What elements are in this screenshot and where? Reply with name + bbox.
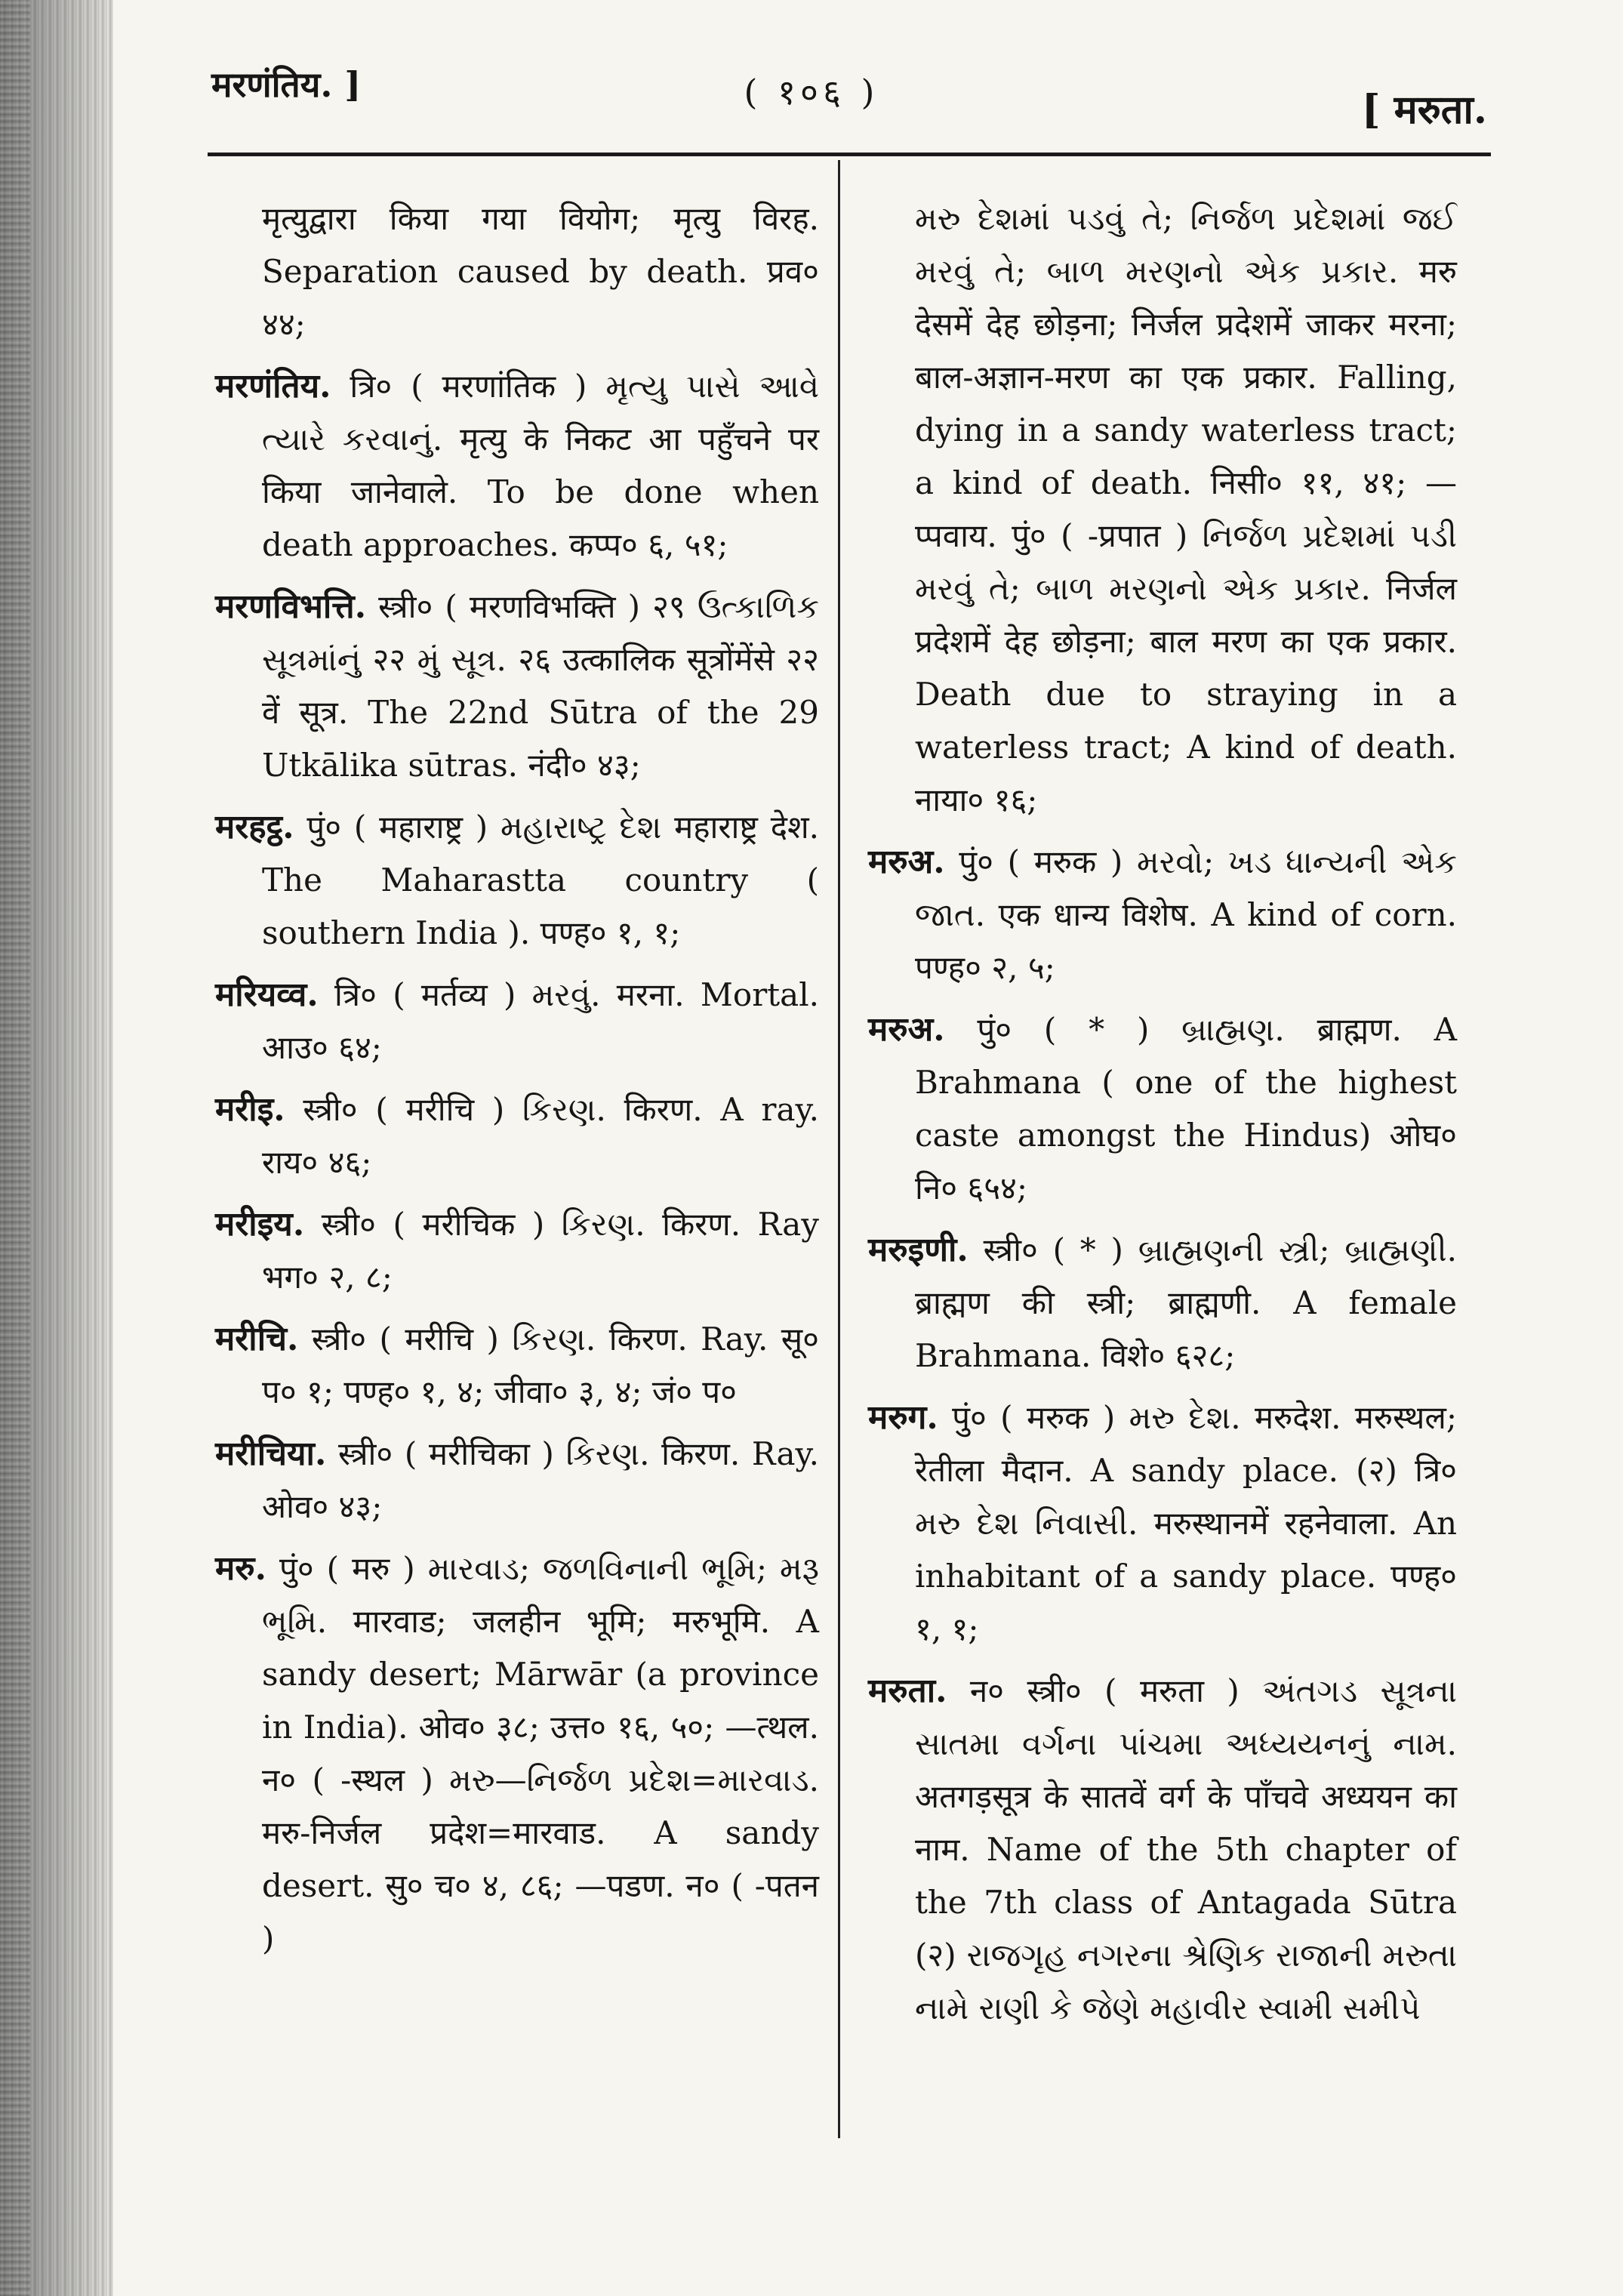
entry-text: स्त्री० ( * ) બ્રાહ્મણની સ્ત્રી; બ્રાહ્મણી. ब्राह्मण की स्त्री; ब्राह्मणी. A female Brahmana. विशे० ६२८; xyxy=(915,1231,1457,1374)
dictionary-entry xyxy=(215,801,819,960)
dictionary-entry xyxy=(868,1391,1457,1656)
right-column xyxy=(868,193,1457,2044)
dictionary-entry xyxy=(215,1428,819,1533)
dictionary-entry xyxy=(868,1003,1457,1215)
entry-text: मृत्युद्वारा किया गया वियोग; मृत्यु विरह. Separation caused by death. प्रव० ४४; xyxy=(262,200,819,343)
entry-headword: मरुअ. xyxy=(868,843,945,881)
dictionary-entry xyxy=(868,1224,1457,1382)
entry-text: स्त्री० ( मरीचि ) કિરણ. किरण. Ray. सू० प० १; पण्ह० १, ४; जीवा० ३, ४; जं० प० xyxy=(262,1321,819,1410)
header-first-word: मरणंतिय. ] xyxy=(211,64,362,105)
dictionary-entry xyxy=(215,1083,819,1189)
left-column xyxy=(215,193,819,1974)
dictionary-entry xyxy=(868,836,1457,994)
header-rule xyxy=(208,153,1491,156)
dictionary-entry xyxy=(868,193,1457,827)
entry-headword: मरणविभत्ति. xyxy=(215,587,367,626)
entry-text: पुं० ( मरु ) મારવાડ; જળવિનાની ભૂમિ; મરૂ ભૂમિ. मारवाड; जलहीन भूमि; मरुभूमि. A sandy desert; Mārwār (a province in India). ओव० ३८; उत्त० १६, ५०; —त्थल. न० ( -स्थल ) મરુ—નિર્જળ પ્રદેશ=મારવાડ. मरु-निर्जल प्रदेश=मारवाड. A sandy desert. सु० च० ४, ८६; —पडण. न० ( -पतन ) xyxy=(262,1550,819,1957)
entry-text: स्त्री० ( मरीचिक ) કિરણ. किरण. Ray भग० २, ८; xyxy=(262,1206,819,1296)
entry-text: पुं० ( मरुक ) મરવો; ખડ ધાન્યની એક જાત. एक धान्य विशेष. A kind of corn. पण्ह० २, ५; xyxy=(915,843,1457,986)
dictionary-entry xyxy=(868,1665,1457,2035)
entry-text: पुं० ( मरुक ) મરુ દેશ. मरुदेश. मरुस्थल; रेतीला मैदान. A sandy place. (२) त्रि० મરુ દેશ નિવાસી. मरुस्थानमें रहनेवाला. An inhabitant of a sandy place. पण्ह० १, १; xyxy=(915,1399,1457,1647)
entry-text: स्त्री० ( मरीचिका ) કિરણ. किरण. Ray. ओव० ४३; xyxy=(262,1435,819,1525)
entry-text: त्रि० ( मरणांतिक ) મૃત્યુ પાસે આવે ત્યારે કરવાનું. मृत्यु के निकट आ पहुँचने पर किया जानेवाले. To be done when death approaches. कप्प० ६, ५१; xyxy=(262,368,819,563)
book-binding-edge xyxy=(0,0,113,2296)
dictionary-entry xyxy=(215,360,819,572)
entry-headword: मरीचिया. xyxy=(215,1435,327,1473)
dictionary-entry xyxy=(215,1313,819,1419)
entry-headword: मरीइ. xyxy=(215,1090,285,1129)
entry-text: पुं० ( महाराष्ट्र ) મહારાષ્ટ્ર દેશ महाराष्ट्र देश. The Maharastta country ( southern India ). पण्ह० १, १; xyxy=(262,809,819,951)
entry-headword: मरुअ. xyxy=(868,1010,945,1049)
entry-headword: मरियव्व. xyxy=(215,975,319,1014)
page-header xyxy=(0,0,1623,151)
header-last-word: [ मरुता. xyxy=(1361,87,1487,133)
entry-text: स्त्री० ( मरीचि ) કિરણ. किरण. A ray. राय० ४६; xyxy=(262,1091,819,1181)
dictionary-entry xyxy=(215,969,819,1074)
dictionary-entry xyxy=(215,581,819,792)
column-divider xyxy=(838,160,840,2138)
dictionary-entry xyxy=(215,1542,819,1965)
dictionary-entry xyxy=(215,1198,819,1304)
dictionary-entry xyxy=(215,193,819,351)
entry-headword: मरहट्ठ. xyxy=(215,808,294,846)
entry-headword: मरुग. xyxy=(868,1398,938,1437)
entry-headword: मरु. xyxy=(215,1549,266,1588)
page-number: ( १०६ ) xyxy=(744,72,879,112)
entry-headword: मरुइणी. xyxy=(868,1231,969,1269)
entry-headword: मरुता. xyxy=(868,1672,947,1710)
entry-text: पुं० ( * ) બ્રાહ્મણ. ब्राह्मण. A Brahmana ( one of the highest caste amongst the Hindus) ओघ० नि० ६५४; xyxy=(915,1011,1457,1207)
entry-headword: मरीइय. xyxy=(215,1205,305,1244)
entry-text: न० स्त्री० ( मरुता ) અંતગડ સૂત્રના સાતમા વર્ગના પાંચમા અધ્યયનનું નામ. अतगड़सूत्र के सातवें वर्ग के पाँचवे अध्ययन का नाम. Name of the 5th chapter of the 7th class of Antagada Sūtra (२) રાજગૃહ નગરના શ્રેણિક રાજાની મરુતા નામે રાણી કે જેણે મહાવીર સ્વામી સમીપે xyxy=(915,1672,1458,2026)
entry-text: त्रि० ( मर्तव्य ) મરવું. मरना. Mortal. आउ० ६४; xyxy=(262,976,819,1066)
entry-text: મરુ દેશમાં પડવું તે; નિર્જળ પ્રદેશમાં જઈ મરવું તે; બાળ મરણનો એક પ્રકાર. मरु देसमें देह छोड़ना; निर्जल प्रदेशमें जाकर मरना; बाल-अज्ञान-मरण का एक प्रकार. Falling, dying in a sandy waterless tract; a kind of death. निसी० ११, ४१; —प्पवाय. पुं० ( -प्रपात ) નિર્જળ પ્રદેશમાં પડી મરવું તે; બાળ મરણનો એક પ્રકાર. निर्जल प्रदेशमें देह छोड़ना; बाल मरण का एक प्रकार. Death due to straying in a waterless tract; A kind of death. नाया० १६; xyxy=(915,200,1457,818)
entry-headword: मरीचि. xyxy=(215,1320,299,1358)
entry-text: स्त्री० ( मरणविभक्ति ) २९ ઉત્કાળિક સૂત્રમાંનું २२ મું સૂત્ર. २६ उत्कालिक सूत्रोंमेंसे २२ वें सूत्र. The 22nd Sūtra of the 29 Utkālika sūtras. नंदी० ४३; xyxy=(262,588,819,784)
entry-headword: मरणंतिय. xyxy=(215,367,331,405)
